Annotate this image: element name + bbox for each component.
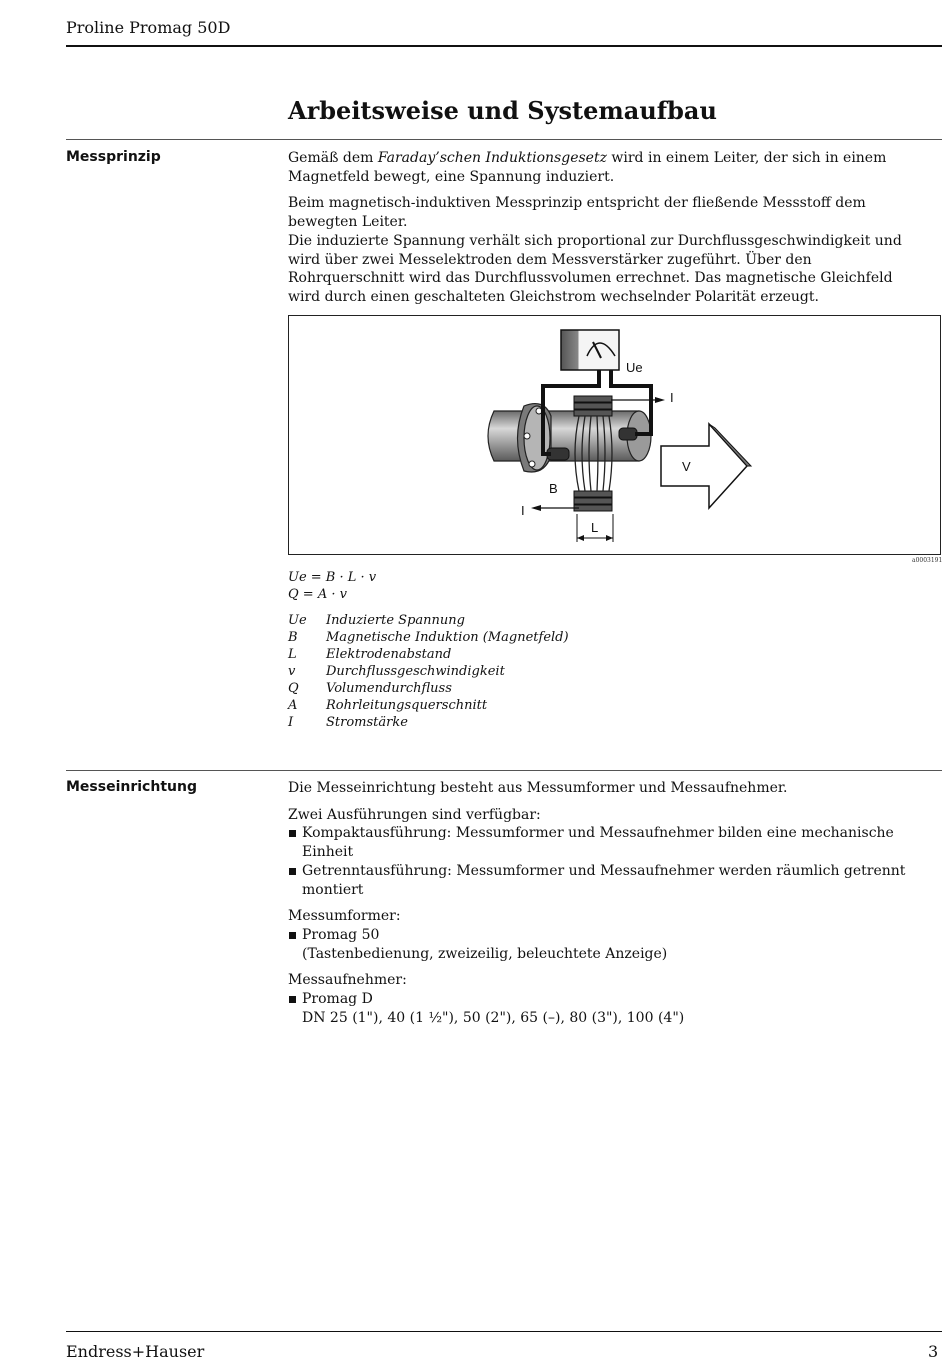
coil-bottom xyxy=(574,491,612,511)
legend-row xyxy=(288,697,569,714)
symbol-legend xyxy=(288,612,569,731)
legend-row xyxy=(288,663,569,680)
legend-symbol: L xyxy=(288,647,297,662)
legend-symbol: Ue xyxy=(288,613,307,628)
legend-description: Magnetische Induktion (Magnetfeld) xyxy=(326,630,569,645)
flow-arrow xyxy=(661,424,747,508)
coil-top xyxy=(574,396,612,416)
legend-row xyxy=(288,680,569,697)
legend-row xyxy=(288,646,569,663)
legend-description: Stromstärke xyxy=(326,715,408,730)
dimension-arrow xyxy=(577,535,584,541)
legend-symbol: B xyxy=(288,630,298,645)
bolt-hole xyxy=(529,461,535,467)
label-current-top: I xyxy=(670,390,674,405)
text-span: DN 25 (1"), 40 (1 ½"), 50 (2"), 65 (–), 80 (3"), 100 (4") xyxy=(302,1009,685,1026)
legend-row xyxy=(288,714,569,731)
paragraph: Die Messeinrichtung besteht aus Messumformer und Messaufnehmer. xyxy=(288,780,788,796)
legend-description: Durchflussgeschwindigkeit xyxy=(326,664,505,679)
section-rule xyxy=(66,139,942,140)
paragraph: Messaufnehmer: xyxy=(288,972,407,989)
formula-q: Q = A · v xyxy=(288,587,347,602)
legend-symbol: A xyxy=(288,698,298,713)
legend-symbol: Q xyxy=(288,681,299,696)
legend-description: Induzierte Spannung xyxy=(326,613,465,628)
messeinrichtung-text xyxy=(288,779,928,1027)
current-arrow-top xyxy=(655,397,665,403)
label-current-bottom: I xyxy=(521,503,525,518)
footer-rule xyxy=(66,1331,942,1332)
page-number: 3 xyxy=(928,1342,939,1361)
dimension-arrow xyxy=(606,535,613,541)
figure-id: a0003191 xyxy=(912,557,943,564)
text-span: Beim magnetisch-induktiven Messprinzip entspricht der fließende Messstoff dem bewegten Leiter. xyxy=(288,195,866,231)
list-item xyxy=(288,990,928,1027)
current-arrow-bottom xyxy=(531,505,541,511)
paragraph xyxy=(288,149,928,186)
label-electrode-distance: L xyxy=(591,520,599,535)
bolt-hole xyxy=(524,433,530,439)
label-ue: Ue xyxy=(626,360,643,375)
paragraph xyxy=(288,194,928,306)
legend-description: Elektrodenabstand xyxy=(326,647,452,662)
header-rule xyxy=(66,45,942,47)
section-label-messeinrichtung: Messeinrichtung xyxy=(66,779,197,795)
versions-list xyxy=(288,824,928,899)
legend-row xyxy=(288,612,569,629)
running-header: Proline Promag 50D xyxy=(66,18,231,37)
formula-ue: Ue = B · L · v xyxy=(288,570,377,585)
paragraph: Messumformer: xyxy=(288,908,401,925)
paragraph: Zwei Ausführungen sind verfügbar: xyxy=(288,806,541,823)
section-label-messprinzip: Messprinzip xyxy=(66,149,161,165)
section-rule xyxy=(66,770,942,771)
text-span: Gemäß dem xyxy=(288,150,378,166)
transmitter-list xyxy=(288,926,928,963)
legend-description: Rohrleitungsquerschnitt xyxy=(326,698,488,713)
text-span: Promag 50 xyxy=(302,926,380,943)
messprinzip-text xyxy=(288,149,928,307)
list-item: Kompaktausführung: Messumformer und Messaufnehmer bilden eine mechanische Einheit xyxy=(288,824,928,861)
label-velocity: V xyxy=(682,459,691,474)
text-span: wird in einem Leiter, der sich in einem Magnetfeld bewegt, eine Spannung induziert. xyxy=(288,150,887,185)
legend-symbol: I xyxy=(288,715,294,730)
label-field: B xyxy=(549,481,558,496)
italic-term: Faraday’schen Induktionsgesetz xyxy=(377,150,607,166)
text-span: Promag D xyxy=(302,991,373,1008)
flowmeter-diagram xyxy=(289,316,940,554)
sensor-list xyxy=(288,990,928,1027)
list-item: Getrenntausführung: Messumformer und Messaufnehmer werden räumlich getrennt montiert xyxy=(288,862,928,899)
list-item xyxy=(288,926,928,963)
legend-description: Volumendurchfluss xyxy=(326,681,452,696)
text-span: (Tastenbedienung, zweizeilig, beleuchtete Anzeige) xyxy=(302,945,668,962)
legend-row xyxy=(288,629,569,646)
page-heading: Arbeitsweise und Systemaufbau xyxy=(288,96,717,125)
footer-company: Endress+Hauser xyxy=(66,1342,205,1361)
electrode-right xyxy=(619,428,637,440)
measuring-principle-figure xyxy=(288,315,941,555)
text-span: Die induzierte Spannung verhält sich proportional zur Durchflussgeschwindigkeit und wird über zwei Messelektroden dem Messverstärker zugeführt. Über den Rohrquerschnitt wird das Durchflussvolumen errechnet. Das magnetische Gleichfeld wird durch einen geschalteten Gleichstrom wechselnder Polarität erzeugt. xyxy=(288,232,902,305)
legend-symbol: v xyxy=(288,664,296,679)
